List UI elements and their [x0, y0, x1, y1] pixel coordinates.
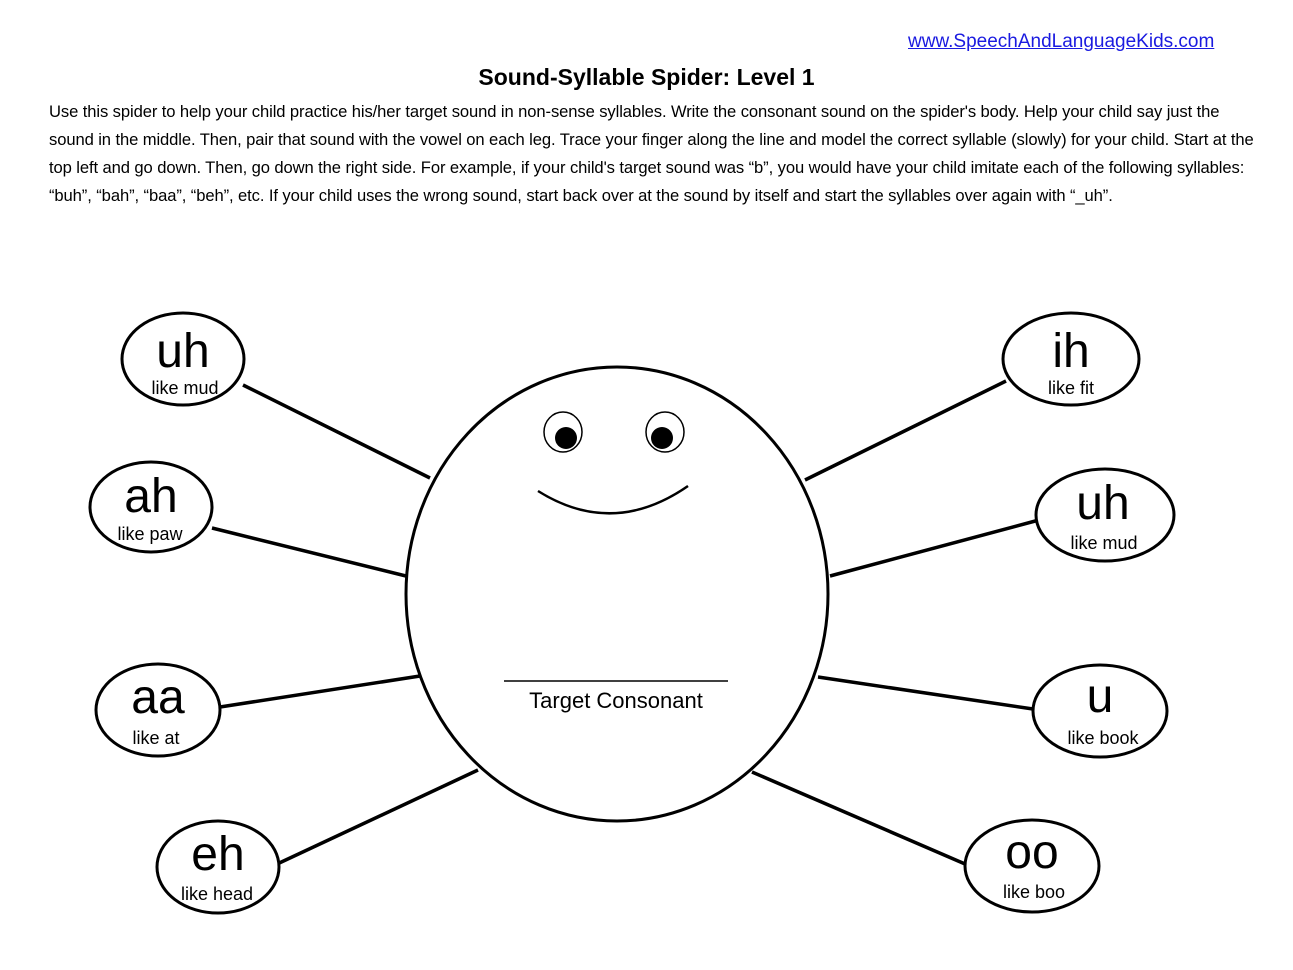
vowel-bubble-left-4	[157, 821, 279, 913]
vowel-example: like at	[132, 728, 180, 748]
vowel-sound: ah	[124, 470, 178, 523]
vowel-example: like paw	[117, 524, 183, 544]
vowel-example: like fit	[1047, 378, 1095, 398]
vowel-sound: aa	[131, 671, 185, 724]
vowel-sound: eh	[191, 828, 245, 881]
page-title: Sound-Syllable Spider: Level 1	[478, 64, 815, 90]
leg-left-4	[275, 770, 478, 865]
vowel-example: like head	[180, 884, 254, 904]
vowel-bubble-left-3	[96, 664, 220, 756]
vowel-example: like mud	[151, 378, 219, 398]
vowel-bubble-left-1	[122, 313, 244, 405]
left-pupil	[555, 427, 577, 449]
leg-left-1	[243, 385, 430, 478]
leg-right-2	[830, 520, 1039, 576]
vowel-sound: u	[1086, 670, 1114, 723]
vowel-example: like boo	[1002, 882, 1066, 902]
vowel-bubble-right-4	[965, 820, 1099, 912]
leg-right-1	[805, 381, 1006, 480]
vowel-bubble-left-2	[90, 462, 212, 552]
vowel-bubble-right-2	[1036, 469, 1174, 561]
leg-right-3	[818, 677, 1033, 709]
vowel-bubble-right-3	[1033, 665, 1167, 757]
target-consonant-label: Target Consonant	[529, 688, 703, 713]
instructions-paragraph: Use this spider to help your child practice his/her target sound in non-sense syllables. Write the consonant sound on the spider's body. Help your child say just the sound in the middle. Then, pair that sound with the vowel on each leg. Trace your finger along the line and model the correct syllable (slowly) for your child. Start at the top left and go down. Then, go down the right side. For example, if your child's target sound was “b”, you would have your child imitate each of the following syllables: “buh”, “bah”, “baa”, “beh”, etc. If your child uses the wrong sound, start back over at the sound by itself and start the syllables over again with “_uh”.	[49, 102, 1254, 205]
website-link[interactable]: www.SpeechAndLanguageKids.com	[908, 31, 1215, 52]
leg-left-2	[212, 528, 410, 577]
vowel-sound: uh	[1076, 477, 1130, 530]
vowel-example: like book	[1067, 728, 1139, 748]
vowel-sound: oo	[1005, 826, 1059, 879]
right-pupil	[651, 427, 673, 449]
vowel-example: like mud	[1070, 533, 1138, 553]
leg-right-4	[752, 772, 972, 867]
vowel-sound: uh	[156, 325, 210, 378]
vowel-sound: ih	[1052, 325, 1090, 378]
spider-body	[406, 367, 828, 821]
leg-left-3	[220, 676, 420, 707]
vowel-bubble-right-1	[1003, 313, 1139, 405]
